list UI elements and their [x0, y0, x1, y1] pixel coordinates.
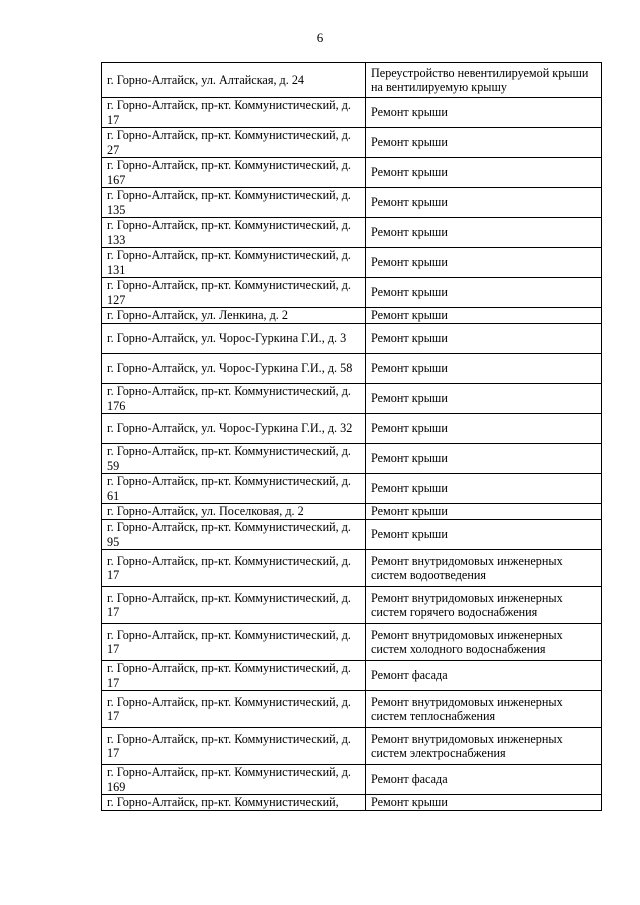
work-type-cell: Ремонт внутридомовых инженерных систем горячего водоснабжения [366, 587, 602, 624]
work-type-cell: Ремонт внутридомовых инженерных систем холодного водоснабжения [366, 624, 602, 661]
table-row [102, 728, 602, 765]
page-number: 6 [316, 30, 324, 45]
address-cell: г. Горно-Алтайск, пр-кт. Коммунистический, д. 17 [102, 691, 366, 728]
address-cell: г. Горно-Алтайск, ул. Чорос-Гуркина Г.И., д. 32 [102, 414, 366, 444]
address-cell: г. Горно-Алтайск, пр-кт. Коммунистический, д. 61 [102, 474, 366, 504]
work-type-cell: Ремонт внутридомовых инженерных систем электроснабжения [366, 728, 602, 765]
table-row [102, 661, 602, 691]
table-row [102, 795, 602, 811]
work-type-cell: Ремонт крыши [366, 324, 602, 354]
table-row [102, 128, 602, 158]
work-type-cell: Ремонт крыши [366, 98, 602, 128]
table-row [102, 324, 602, 354]
work-type-cell: Ремонт крыши [366, 414, 602, 444]
work-type-cell: Переустройство невентилируемой крыши на вентилируемую крышу [366, 63, 602, 98]
address-cell: г. Горно-Алтайск, пр-кт. Коммунистический, д. 176 [102, 384, 366, 414]
address-cell: г. Горно-Алтайск, пр-кт. Коммунистический, д. 133 [102, 218, 366, 248]
table-row [102, 354, 602, 384]
table-row [102, 248, 602, 278]
address-cell: г. Горно-Алтайск, пр-кт. Коммунистический, д. 17 [102, 587, 366, 624]
work-type-cell: Ремонт крыши [366, 218, 602, 248]
work-type-cell: Ремонт фасада [366, 765, 602, 795]
table-row [102, 474, 602, 504]
table-row [102, 520, 602, 550]
table-row [102, 384, 602, 414]
address-cell: г. Горно-Алтайск, пр-кт. Коммунистический, д. 17 [102, 728, 366, 765]
address-cell: г. Горно-Алтайск, пр-кт. Коммунистический, д. 127 [102, 278, 366, 308]
work-type-cell: Ремонт крыши [366, 278, 602, 308]
address-cell: г. Горно-Алтайск, пр-кт. Коммунистический, д. 17 [102, 98, 366, 128]
address-cell: г. Горно-Алтайск, пр-кт. Коммунистический, д. 169 [102, 765, 366, 795]
work-type-cell: Ремонт крыши [366, 384, 602, 414]
table-row [102, 504, 602, 520]
work-type-cell: Ремонт крыши [366, 248, 602, 278]
work-type-cell: Ремонт внутридомовых инженерных систем теплоснабжения [366, 691, 602, 728]
work-type-cell: Ремонт крыши [366, 354, 602, 384]
table-row [102, 278, 602, 308]
address-cell: г. Горно-Алтайск, ул. Чорос-Гуркина Г.И., д. 58 [102, 354, 366, 384]
table-row [102, 587, 602, 624]
table-row [102, 765, 602, 795]
table-row [102, 550, 602, 587]
address-cell: г. Горно-Алтайск, пр-кт. Коммунистический, д. 17 [102, 661, 366, 691]
work-type-cell: Ремонт крыши [366, 504, 602, 520]
work-type-cell: Ремонт крыши [366, 158, 602, 188]
work-type-cell: Ремонт крыши [366, 795, 602, 811]
work-type-cell: Ремонт внутридомовых инженерных систем водоотведения [366, 550, 602, 587]
table-row [102, 158, 602, 188]
works-table-body [102, 63, 602, 811]
work-type-cell: Ремонт крыши [366, 444, 602, 474]
work-type-cell: Ремонт фасада [366, 661, 602, 691]
address-cell: г. Горно-Алтайск, пр-кт. Коммунистический, д. 27 [102, 128, 366, 158]
address-cell: г. Горно-Алтайск, пр-кт. Коммунистический, д. 135 [102, 188, 366, 218]
address-cell: г. Горно-Алтайск, ул. Чорос-Гуркина Г.И., д. 3 [102, 324, 366, 354]
address-cell: г. Горно-Алтайск, пр-кт. Коммунистический, д. 17 [102, 550, 366, 587]
table-row [102, 691, 602, 728]
work-type-cell: Ремонт крыши [366, 520, 602, 550]
table-row [102, 98, 602, 128]
table-row [102, 444, 602, 474]
address-cell: г. Горно-Алтайск, пр-кт. Коммунистический, д. 95 [102, 520, 366, 550]
address-cell: г. Горно-Алтайск, пр-кт. Коммунистический, д. 17 [102, 624, 366, 661]
table-row [102, 414, 602, 444]
table-row [102, 63, 602, 98]
address-cell: г. Горно-Алтайск, пр-кт. Коммунистический, д. 167 [102, 158, 366, 188]
address-cell: г. Горно-Алтайск, ул. Поселковая, д. 2 [102, 504, 366, 520]
table-row [102, 218, 602, 248]
table-row [102, 624, 602, 661]
address-cell: г. Горно-Алтайск, пр-кт. Коммунистический, [102, 795, 366, 811]
table-row [102, 188, 602, 218]
work-type-cell: Ремонт крыши [366, 308, 602, 324]
table-row [102, 308, 602, 324]
work-type-cell: Ремонт крыши [366, 128, 602, 158]
works-table [101, 62, 602, 811]
work-type-cell: Ремонт крыши [366, 474, 602, 504]
address-cell: г. Горно-Алтайск, ул. Алтайская, д. 24 [102, 63, 366, 98]
work-type-cell: Ремонт крыши [366, 188, 602, 218]
address-cell: г. Горно-Алтайск, пр-кт. Коммунистический, д. 59 [102, 444, 366, 474]
address-cell: г. Горно-Алтайск, пр-кт. Коммунистический, д. 131 [102, 248, 366, 278]
address-cell: г. Горно-Алтайск, ул. Ленкина, д. 2 [102, 308, 366, 324]
